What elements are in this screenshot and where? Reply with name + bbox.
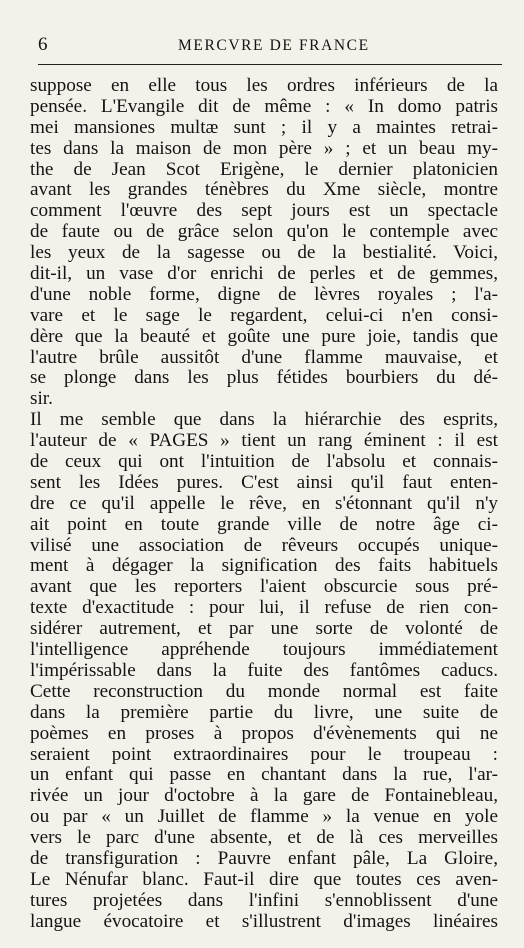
text-line: de faute ou de grâce selon qu'on le contemple avec [30,222,498,243]
text-line: comment l'œuvre des sept jours est un spectacle [30,201,498,222]
text-line: avant les grandes ténèbres du Xme siècle, montre [30,180,498,201]
text-line: ment à dégager la signification des faits habituels [30,556,498,577]
text-line: mei mansiones multæ sunt ; il y a maintes retrai- [30,117,498,138]
text-line: rivée un jour d'octobre à la gare de Fontainebleau, [30,786,498,807]
page-header [38,34,502,58]
text-line: un enfant qui passe en chantant dans la rue, l'ar- [30,765,498,786]
text-line: poèmes en proses à propos d'évènements qui ne [30,723,498,744]
text-line: l'auteur de « PAGES » tient un rang éminent : il est [30,431,498,452]
text-line: tures projetées dans l'infini s'ennoblissent d'une [30,890,498,911]
text-line: suppose en elle tous les ordres inférieurs de la [30,76,498,96]
text-line: sidérer autrement, et par une sorte de volonté de [30,619,498,640]
text-line: langue évocatoire et s'illustrent d'images linéaires [30,911,498,932]
text-line: l'intelligence appréhende toujours immédiatement [30,640,498,661]
text-line: dère que la beauté et goûte une pure joie, tandis que [30,326,498,347]
text-line: sent les Idées pures. C'est ainsi qu'il faut enten- [30,472,498,493]
text-line: de ceux qui ont l'intuition de l'absolu et connais- [30,452,498,473]
body-text [30,76,498,933]
text-line: dit-il, un vase d'or enrichi de perles et de gemmes, [30,264,498,285]
text-line: seraient point extraordinaires pour le troupeau : [30,744,498,765]
text-line: vers le parc d'une absente, et de là ces merveilles [30,828,498,849]
text-line: l'autre brûle aussitôt d'une flamme mauvaise, et [30,347,498,368]
text-line: d'une noble forme, digne de lèvres royales ; l'a- [30,284,498,305]
text-line: avant que les reporters l'aient obscurcie sous pré- [30,577,498,598]
text-line: ait point en toute grande ville de notre âge ci- [30,514,498,535]
text-line: ou par « un Juillet de flamme » la venue en yole [30,807,498,828]
text-line: the de Jean Scot Erigène, le dernier platonicien [30,159,498,180]
text-line: sir. [30,389,53,410]
running-title: MERCVRE DE FRANCE [178,37,370,54]
text-line: vilisé une association de rêveurs occupés unique- [30,535,498,556]
text-line: tes dans la maison de mon père » ; et un beau my- [30,138,498,159]
text-line: Cette reconstruction du monde normal est faite [30,681,498,702]
text-line: vare et le sage le regardent, celui-ci n'en consi- [30,305,498,326]
text-line: Le Nénufar blanc. Faut-il dire que toutes ces aven- [30,869,498,890]
header-rule [38,64,502,65]
text-line: les yeux de la sagesse ou de la bestialité. Voici, [30,243,498,264]
text-line: l'impérissable dans la fuite des fantômes caducs. [30,660,498,681]
text-line: Il me semble que dans la hiérarchie des esprits, [30,410,498,431]
page-number: 6 [38,34,48,55]
text-line: dre ce qu'il appelle le rêve, en s'étonnant qu'il n'y [30,493,498,514]
text-line: de transfiguration : Pauvre enfant pâle, La Gloire, [30,848,498,869]
text-line: dans la première partie du livre, une suite de [30,702,498,723]
text-line: pensée. L'Evangile dit de même : « In domo patris [30,96,498,117]
text-line: texte d'exactitude : pour lui, il refuse de rien con- [30,598,498,619]
text-line: se plonge dans les plus fétides bourbiers du dé- [30,368,498,389]
